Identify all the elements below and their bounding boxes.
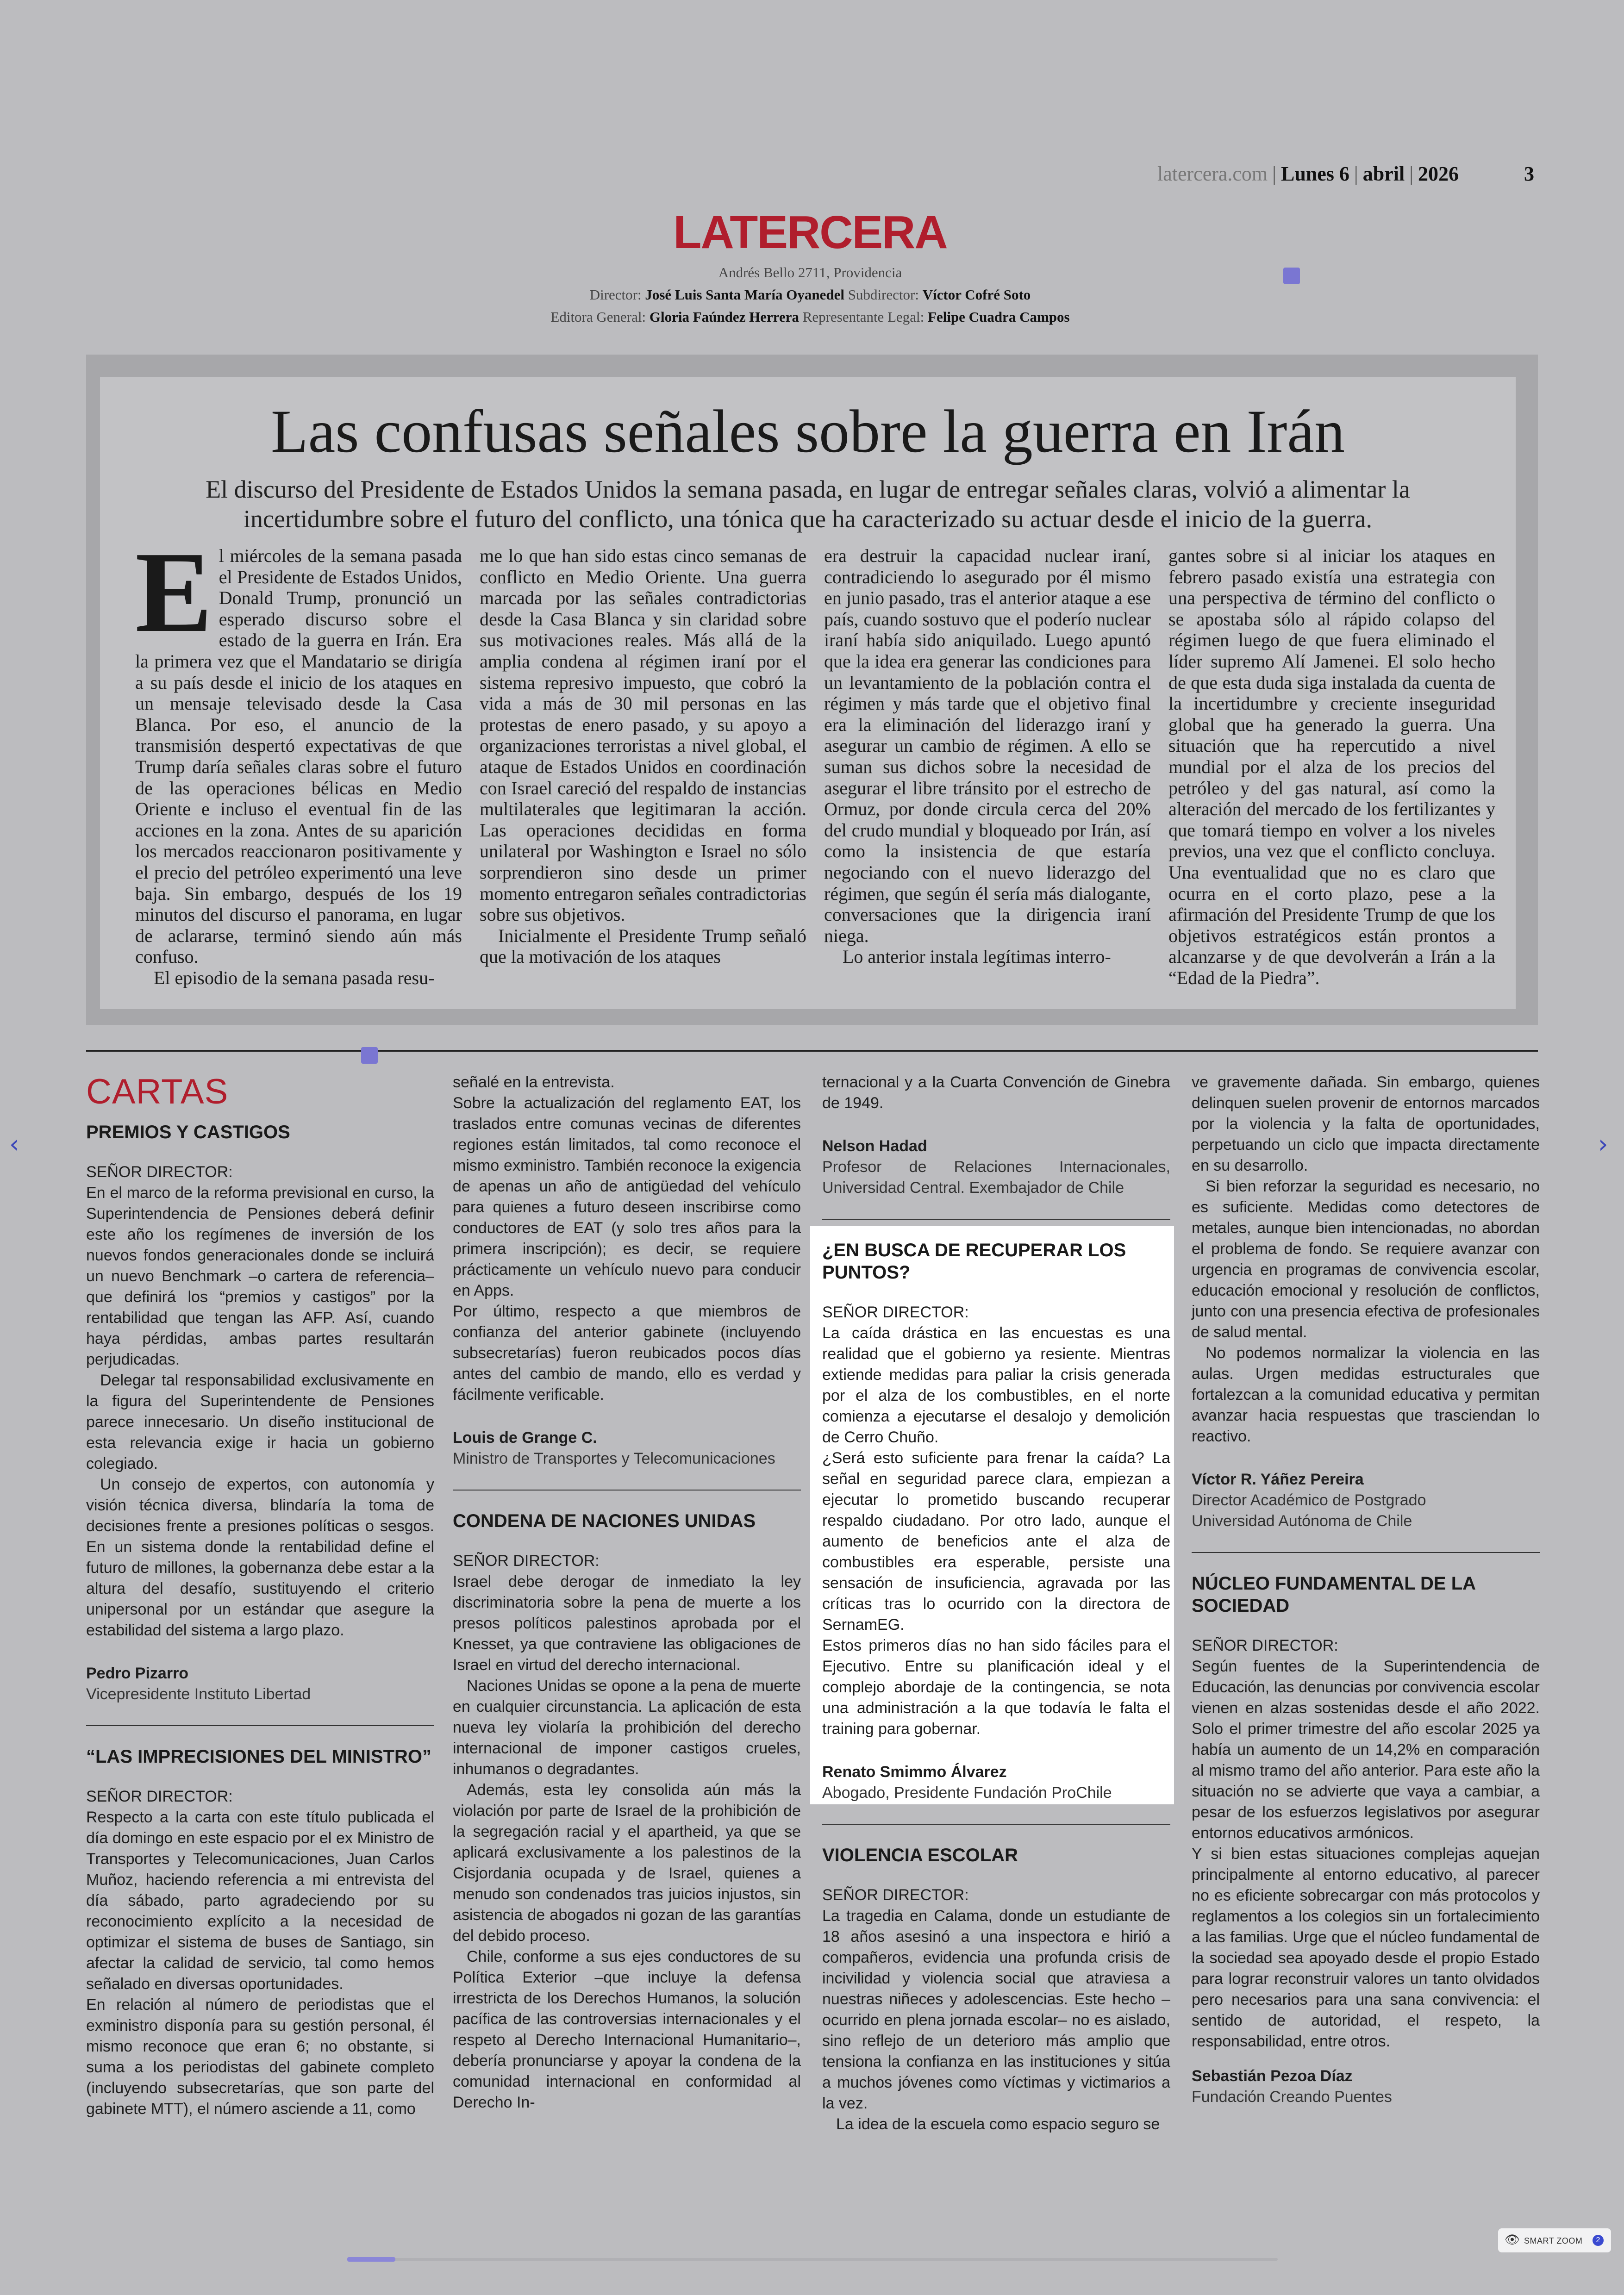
letter-divider bbox=[822, 1219, 1170, 1220]
section-title-cartas: CARTAS bbox=[86, 1072, 229, 1111]
letter-paragraph: ¿Será esto suficiente para frenar la caída? La señal en seguridad parece clara, empiezan a ejecutar lo prometido buscando recuperar respaldo ciudadano. Por otro lado, aunque el aumento de beneficios ante el alza de combustibles era esperable, persiste una sensación de insuficiencia, agravada por las críticas tras lo ocurrido con la directora de SernamEG. bbox=[822, 1449, 1170, 1634]
masthead-editors: Editora General: Gloria Faúndez Herrera Representante Legal: Felipe Cuadra Campos bbox=[550, 309, 1070, 325]
letter-salutation: SEÑOR DIRECTOR: bbox=[1192, 1637, 1338, 1654]
date-day: Lunes 6 bbox=[1280, 162, 1349, 185]
letter-divider bbox=[1192, 1552, 1540, 1553]
letter-paragraph: Estos primeros días no han sido fáciles para el Ejecutivo. Entre su planificación ideal y el complejo abordaje de la contingencia, se nota una administración a la que todavía le falta el training para gobernar. bbox=[822, 1637, 1170, 1738]
letter-paragraph: Naciones Unidas se opone a la pena de muerte en cualquier circunstancia. La aplicación de esta nueva ley violaría la prohibición del derecho internacional de imponer castigos crueles, inhumanos o degradantes. bbox=[453, 1677, 801, 1778]
editorial-column-2: me lo que han sido estas cinco semanas de conflicto en Medio Oriente. Una guerra marcada por las señales contradictorias desde la Casa Blanca y sin claridad sobre sus motivaciones reales. Más allá de la amplia condena al régimen iraní por el sistema represivo impuesto, que cobró la vida a más de 30 mil personas en las protestas de enero pasado, y su apoyo a organizaciones terroristas a nivel global, el ataque de Estados Unidos en coordinación con Israel careció del respaldo de instancias multilaterales que legitimaran la acción. Las operaciones decididas en forma unilateral por Washington e Israel no sólo sorprendieron sino desde un primer momento entregaron señales contradictorias sobre sus objetivos. Inicialmente el Presidente Trump señaló que la motivación de los ataques bbox=[480, 545, 806, 967]
editorial-title: Las confusas señales sobre la guerra en Irán bbox=[271, 397, 1345, 465]
letter-author-role: Abogado, Presidente Fundación ProChile bbox=[822, 1784, 1112, 1802]
letter-paragraph: Respecto a la carta con este título publicada el día domingo en este espacio por el ex Ministro de Transportes y Telecomunicaciones, Juan Carlos Muñoz, haciendo referencia a mi entrevista del día sábado, parto agradeciendo por su reconocimiento explícito a la necesidad de optimizar el sistema de buses de Santiago, sin afectar la calidad de servicio, tal como hemos señalado en diversas oportunidades. bbox=[86, 1809, 434, 1993]
letter-paragraph: ve gravemente dañada. Sin embargo, quienes delinquen suelen provenir de entornos marcados por la violencia y la falta de oportunidades, perpetuando un ciclo que impacta directamente en su desarrollo. bbox=[1192, 1073, 1540, 1174]
letter-author-role: Vicepresidente Instituto Libertad bbox=[86, 1685, 311, 1703]
letter-paragraph: No podemos normalizar la violencia en las aulas. Urgen medidas estructurales que fortalezcan a la comunidad educativa y permitan avanzar hacia respuestas que trasciendan lo reactivo. bbox=[1192, 1344, 1540, 1445]
edition-date: latercera.com | Lunes 6 | abril | 2026 bbox=[1157, 162, 1459, 185]
letters-column-4 bbox=[1192, 1072, 1540, 2108]
letter-paragraph: La tragedia en Calama, donde un estudiante de 18 años asesinó a una inspectora e hirió a compañeros, evidencia una profunda crisis de incivilidad y violencia social que atraviesa a nuestras niñeces y adolescencias. Este hecho –ocurrido en plena jornada escolar– no es aislado, sino reflejo de un deterioro más amplio que tensiona la confianza en las instituciones y sitúa a muchos jóvenes como víctimas y victimarios a la vez. bbox=[822, 1907, 1170, 2112]
subdirector-name: Víctor Cofré Soto bbox=[922, 287, 1031, 303]
letter-paragraph: Un consejo de expertos, con autonomía y visión técnica diversa, blindaría la toma de decisiones frente a presiones políticas o sesgos. En un sistema donde la rentabilidad define el futuro de millones, la gobernanza debe estar a la altura del desafío, sustituyendo el criterio unipersonal por un estándar que asegure la estabilidad del sistema a largo plazo. bbox=[86, 1476, 434, 1639]
site-name: latercera.com bbox=[1157, 162, 1268, 185]
masthead-address: Andrés Bello 2711, Providencia bbox=[718, 264, 902, 281]
letter-author-affiliation: Universidad Autónoma de Chile bbox=[1192, 1512, 1412, 1530]
scrollbar-thumb[interactable] bbox=[347, 2257, 395, 2262]
letter-salutation: SEÑOR DIRECTOR: bbox=[822, 1886, 969, 1904]
letter-signature: Louis de Grange C. bbox=[453, 1429, 597, 1447]
letter-headline: PREMIOS Y CASTIGOS bbox=[86, 1122, 290, 1142]
letter-author-role: Profesor de Relaciones Internacionales, Universidad Central. Exembajador de Chile bbox=[822, 1158, 1170, 1197]
letters-column-1 bbox=[86, 1121, 434, 2120]
letter-paragraph: Si bien reforzar la seguridad es necesario, no es suficiente. Medidas como detectores de metales, aunque bien intencionadas, no abordan el problema de fondo. Se requiere avanzar con urgencia en programas de convivencia escolar, educación emocional y resolución de conflictos, junto con una presencia efectiva de profesionales de salud mental. bbox=[1192, 1178, 1540, 1341]
letter-paragraph: Israel debe derogar de inmediato la ley discriminatoria sobre la pena de muerte a los presos políticos palestinos aprobada por el Knesset, ya que contraviene las obligaciones de Israel en virtud del derecho internacional. bbox=[453, 1573, 801, 1674]
letter-headline: VIOLENCIA ESCOLAR bbox=[822, 1845, 1018, 1865]
smart-zoom-label: SMART ZOOM bbox=[1524, 2236, 1583, 2245]
eye-icon: 👁 bbox=[1505, 2233, 1520, 2247]
letter-headline: ¿EN BUSCA DE RECUPERAR LOS PUNTOS? bbox=[822, 1240, 1126, 1283]
smart-zoom-button[interactable] bbox=[1498, 2228, 1611, 2252]
letters-column-3 bbox=[822, 1072, 1170, 2135]
date-month: abril bbox=[1362, 162, 1405, 185]
letter-headline: “LAS IMPRECISIONES DEL MINISTRO” bbox=[86, 1746, 431, 1767]
letter-paragraph: Chile, conforme a sus ejes conductores de su Política Exterior –que incluye la defensa irrestricta de los Derechos Humanos, la solución pacífica de las controversias internacionales y el respeto al Derecho Internacional Humanitario–, debería pronunciarse y apoyar la condena de la comunidad internacional en conformidad al Derecho In- bbox=[453, 1948, 801, 2111]
letter-salutation: SEÑOR DIRECTOR: bbox=[86, 1163, 233, 1181]
newspaper-logo: LATERCERA bbox=[673, 206, 947, 258]
letter-paragraph: ternacional y a la Cuarta Convención de Ginebra de 1949. bbox=[822, 1073, 1170, 1112]
letter-author-role: Director Académico de Postgrado bbox=[1192, 1491, 1426, 1509]
editorial-column-4: gantes sobre si al iniciar los ataques en febrero pasado existía una estrategia con una perspectiva de término del conflicto o se apostaba sólo al rápido colapso del régimen luego de que fuera eliminado el líder supremo Alí Jamenei. El solo hecho de que esta duda siga instalada da cuenta de la incertidumbre y creciente inseguridad global que ha generado la guerra. Una situación que ha repercutido a nivel mundial por el alza de los precios del petróleo y del gas natural, así como la alteración del mercado de los fertilizantes y que tomará tiempo en volver a los niveles previos, una vez que el conflicto concluya. Una eventualidad que no es claro que ocurra en el corto plazo, pese a la afirmación del Presidente Trump de que los objetivos estratégicos están prontos a alcanzarse y de que devolverán a Irán a la “Edad de la Piedra”. bbox=[1168, 545, 1495, 988]
letter-paragraph: La idea de la escuela como espacio seguro se bbox=[836, 2115, 1160, 2133]
letter-signature: Renato Smimmo Álvarez bbox=[822, 1763, 1007, 1781]
letter-salutation: SEÑOR DIRECTOR: bbox=[86, 1788, 233, 1805]
letter-signature: Sebastián Pezoa Díaz bbox=[1192, 2067, 1353, 2085]
letter-headline: NÚCLEO FUNDAMENTAL DE LA SOCIEDAD bbox=[1192, 1573, 1475, 1616]
letter-paragraph: Según fuentes de la Superintendencia de Educación, las denuncias por convivencia escolar vienen en alzas sostenidas desde el año 2022. Solo el primer trimestre del año escolar 2025 ya había un aumento de un 14,2% en comparación al mismo tramo del año anterior. Para este año la situación no se advierte que vaya a cambiar, a pesar de los esfuerzos legislativos por asegurar entornos educativos armónicos. bbox=[1192, 1658, 1540, 1842]
representante-name: Felipe Cuadra Campos bbox=[928, 309, 1070, 325]
letter-author-role: Fundación Creando Puentes bbox=[1192, 2088, 1392, 2106]
letter-author-role: Ministro de Transportes y Telecomunicaciones bbox=[453, 1450, 775, 1467]
letter-paragraph: Delegar tal responsabilidad exclusivamente en la figura del Superintendente de Pensiones parece innecesario. Un diseño institucional de esta relevancia exige ir hacia un gobierno colegiado. bbox=[86, 1372, 434, 1472]
letter-salutation: SEÑOR DIRECTOR: bbox=[453, 1552, 600, 1570]
letter-salutation: SEÑOR DIRECTOR: bbox=[822, 1303, 969, 1321]
letter-divider bbox=[86, 1725, 434, 1726]
letter-paragraph: Sobre la actualización del reglamento EAT, los traslados entre comunas vecinas de diferentes regiones están limitados, tal como reconoce el mismo exministro. También reconoce la exigencia de apenas un año de antigüedad del vehículo para quienes a futuro deseen inscribirse como conductores de EAT (y solo tres años para la primera inscripción); es decir, se requiere prácticamente un vehículo nuevo para conducir en Apps. bbox=[453, 1094, 801, 1299]
letter-paragraph: Además, esta ley consolida aún más la violación por parte de Israel de la prohibición de la segregación racial y el apartheid, ya que se aplicará exclusivamente a los palestinos de la Cisjordania ocupada y de Israel, quienes a menudo son condenados tras juicios injustos, sin asistencia de abogados ni gozan de las garantías del debido proceso. bbox=[453, 1781, 801, 1945]
letter-paragraph: Y si bien estas situaciones complejas aquejan principalmente al entorno educativo, al parecer no es eficiente sobrecargar con más protocolos y reglamentos a los colegios sin un fortalecimiento a las familias. Urge que el núcleo fundamental de la sociedad sea apoyado desde el propio Estado para lograr reconstruir valores un tanto olvidados pero necesarios para una sana convivencia: el sentido de autoridad, el respeto, la responsabilidad, entre otros. bbox=[1192, 1845, 1540, 2050]
letter-paragraph: señalé en la entrevista. bbox=[453, 1073, 615, 1091]
letter-divider bbox=[453, 1490, 801, 1491]
letter-headline: CONDENA DE NACIONES UNIDAS bbox=[453, 1511, 756, 1531]
article-hotspot-marker[interactable] bbox=[1283, 268, 1300, 284]
letter-divider bbox=[822, 1824, 1170, 1825]
letter-signature: Pedro Pizarro bbox=[86, 1665, 189, 1682]
next-page-arrow-icon[interactable]: › bbox=[1598, 1129, 1608, 1159]
letter-paragraph: Por último, respecto a que miembros de confianza del anterior gabinete (incluyendo subsecretarías) fueron reubicados pocos días antes del cambio de mando, ello es verdad y fácilmente verificable. bbox=[453, 1303, 801, 1403]
date-year: 2026 bbox=[1418, 162, 1459, 185]
letter-paragraph: La caída drástica en las encuestas es una realidad que el gobierno ya resiente. Mientras extiende medidas para paliar la crisis generada por el alza de los combustibles, en el norte comienza a ejecutarse el desalojo y demolición de Cerro Chuño. bbox=[822, 1324, 1170, 1446]
smart-zoom-badge: 2 bbox=[1593, 2235, 1604, 2246]
section-divider bbox=[86, 1050, 1538, 1052]
editorial-column-1: El miércoles de la semana pasada el Presidente de Estados Unidos, Donald Trump, pronunció un esperado discurso sobre el estado de la guerra en Irán. Era la primera vez que el Mandatario se dirigía a su país desde el inicio de los ataques en un mensaje televisado desde la Casa Blanca. Por eso, el anuncio de la transmisión despertó expectativas de que Trump daría señales claras sobre el futuro de las operaciones bélicas en Medio Oriente e incluso el eventual fin de las acciones en la zona. Antes de su aparición los mercados reaccionaron positivamente y el precio del petróleo experimentó una leve baja. Sin embargo, después de los 19 minutos del discurso el panorama, en lugar de aclararse, terminó siendo aún más confuso. El episodio de la semana pasada resu- bbox=[135, 528, 462, 988]
director-name: José Luis Santa María Oyanedel bbox=[645, 287, 844, 303]
letter-paragraph: En relación al número de periodistas que el exministro disponía para su gestión personal, él mismo reconoce que eran 6; no obstante, si suma a los periodistas del gabinete completo (incluyendo subsecretarías, que son parte del gabinete MTT), el número asciende a 11, como bbox=[86, 1996, 434, 2118]
editorial-column-3: era destruir la capacidad nuclear iraní, contradiciendo lo asegurado por él mismo en junio pasado, tras el anterior ataque a ese país, cuando sostuvo que el poderío nuclear iraní había sido aniquilado. Luego apuntó que la idea era generar las condiciones para un levantamiento de la población contra el régimen y más tarde que el objetivo final era la eliminación del liderazgo iraní y asegurar un cambio de régimen. A ello se suman sus dichos sobre la necesidad de asegurar el libre tránsito por el estrecho de Ormuz, por donde circula cerca del 20% del crudo mundial y bloqueado por Irán, así como la insistencia de que estaría negociando con el nuevo liderazgo del régimen, que según él sería más dialogante, conversaciones que la dirigencia iraní niega. Lo anterior instala legítimas interro- bbox=[824, 545, 1151, 967]
letter-signature: Víctor R. Yáñez Pereira bbox=[1192, 1471, 1364, 1488]
page-number: 3 bbox=[1524, 162, 1534, 185]
editora-name: Gloria Faúndez Herrera bbox=[649, 309, 799, 325]
section-hotspot-marker[interactable] bbox=[361, 1047, 378, 1064]
letter-paragraph: En el marco de la reforma previsional en curso, la Superintendencia de Pensiones deberá definir este año los regímenes de inversión de los nuevos fondos generacionales donde se incluirá un nuevo Benchmark –o cartera de referencia– que definirá los “premios y castigos” por la rentabilidad que tengan las AFP. Así, cuando haya pérdidas, ambas partes resultarán perjudicadas. bbox=[86, 1184, 434, 1368]
page-scrollbar[interactable] bbox=[347, 2258, 1278, 2261]
letter-signature: Nelson Hadad bbox=[822, 1137, 927, 1155]
drop-cap: E bbox=[135, 528, 212, 656]
masthead-directors: Director: José Luis Santa María Oyanedel Subdirector: Víctor Cofré Soto bbox=[589, 287, 1031, 303]
editorial-lead: El discurso del Presidente de Estados Unidos la semana pasada, en lugar de entregar señales claras, volvió a alimentar la incertidumbre sobre el futuro del conflicto, una tónica que ha caracterizado su actuar desde el inicio de la guerra. bbox=[206, 475, 1410, 533]
letters-column-2 bbox=[453, 1072, 801, 2113]
previous-page-arrow-icon[interactable]: ‹ bbox=[9, 1129, 19, 1159]
masthead bbox=[417, 262, 1204, 328]
